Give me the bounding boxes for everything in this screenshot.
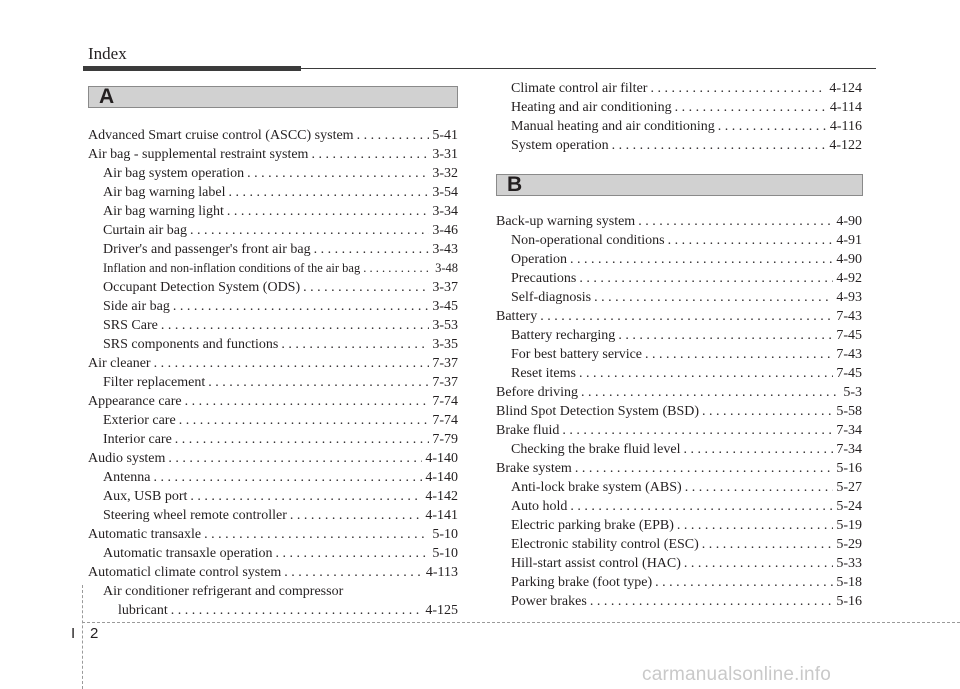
dot-leader	[668, 231, 834, 250]
index-entry-label: Power brakes	[511, 594, 587, 609]
index-entry	[88, 449, 458, 468]
section-a-letter: A	[99, 85, 115, 108]
index-entry-page: 3-54	[432, 185, 458, 200]
dot-leader	[581, 383, 840, 402]
index-entry	[88, 278, 458, 297]
index-entry	[88, 411, 458, 430]
index-entry-label: Air bag warning label	[103, 185, 226, 200]
index-entry-label: lubricant	[118, 603, 168, 618]
dot-leader	[208, 373, 429, 392]
dot-leader	[702, 402, 833, 421]
index-entry-label: Interior care	[103, 432, 172, 447]
index-entry-label: Back-up warning system	[496, 214, 636, 229]
dot-leader	[153, 468, 422, 487]
dot-leader	[618, 326, 833, 345]
index-entry-label: Blind Spot Detection System (BSD)	[496, 404, 699, 419]
index-entry-label: Exterior care	[103, 413, 176, 428]
dot-leader	[175, 430, 430, 449]
index-entry-page: 4-90	[836, 214, 862, 229]
index-entry	[88, 183, 458, 202]
index-entry	[88, 221, 458, 240]
index-entry-page: 5-16	[836, 461, 862, 476]
index-entry-label: Automaticl climate control system	[88, 565, 282, 580]
index-entry	[496, 573, 862, 592]
index-entry-label: Checking the brake fluid level	[511, 442, 681, 457]
index-entry-label: For best battery service	[511, 347, 643, 362]
index-entry-label: Appearance care	[88, 394, 182, 409]
index-entry-page: 3-43	[432, 242, 458, 257]
dot-leader	[590, 592, 834, 611]
index-entry-page: 4-92	[836, 271, 862, 286]
index-entry-page: 7-43	[836, 309, 862, 324]
index-entry-page: 5-41	[432, 128, 458, 143]
dot-leader	[314, 240, 430, 259]
index-entry-label: Manual heating and air conditioning	[511, 119, 715, 134]
dot-leader	[190, 487, 422, 506]
index-entry-page: 5-29	[836, 537, 862, 552]
index-entry-label: Automatic transaxle operation	[103, 546, 273, 561]
index-entry	[496, 459, 862, 478]
index-entry	[496, 592, 862, 611]
index-entry-page: 4-114	[829, 100, 862, 115]
dot-leader	[612, 136, 827, 155]
dot-leader	[579, 269, 833, 288]
dot-leader	[638, 212, 833, 231]
section-b-banner	[496, 174, 863, 196]
index-entry-page: 5-18	[836, 575, 862, 590]
index-entry	[88, 316, 458, 335]
index-entry	[88, 373, 458, 392]
index-entry-label: Driver's and passenger's front air bag	[103, 242, 311, 257]
index-entry-page: 7-45	[836, 328, 862, 343]
index-entry	[496, 402, 862, 421]
dot-leader	[675, 98, 827, 117]
index-entry-label: Heating and air conditioning	[511, 100, 672, 115]
index-entry-page: 4-141	[425, 508, 458, 523]
index-entry-page: 4-140	[425, 470, 458, 485]
index-entry-page: 5-10	[432, 527, 458, 542]
index-entry	[88, 335, 458, 354]
dot-leader	[357, 126, 430, 145]
index-entry-label: Hill-start assist control (HAC)	[511, 556, 681, 571]
index-entry-page: 5-10	[432, 546, 458, 561]
index-entry-label: Auto hold	[511, 499, 568, 514]
index-entry	[496, 383, 862, 402]
index-entry-label: Air bag system operation	[103, 166, 245, 181]
index-entry-page: 3-34	[432, 204, 458, 219]
dot-leader	[684, 440, 834, 459]
index-entry-page: 5-24	[836, 499, 862, 514]
dot-leader	[575, 459, 834, 478]
index-entry	[496, 79, 862, 98]
index-entry	[496, 497, 862, 516]
dot-leader	[650, 79, 826, 98]
index-entry	[496, 535, 862, 554]
index-entry	[88, 487, 458, 506]
index-entry-label: Steering wheel remote controller	[103, 508, 287, 523]
index-entry-label: Automatic transaxle	[88, 527, 202, 542]
index-entry-label: Operation	[511, 252, 567, 267]
index-entry-page: 3-48	[435, 261, 458, 275]
index-entry	[88, 126, 458, 145]
index-entry	[88, 164, 458, 183]
index-entry	[496, 478, 862, 497]
index-entry	[496, 288, 862, 307]
index-entry-page: 7-34	[836, 423, 862, 438]
index-entry-label: Advanced Smart cruise control (ASCC) system	[88, 128, 354, 143]
index-entry-page: 3-32	[432, 166, 458, 181]
index-entry-page: 4-142	[425, 489, 458, 504]
index-entry-page: 4-116	[829, 119, 862, 134]
dot-leader	[227, 202, 429, 221]
index-entry	[496, 421, 862, 440]
right-column-b-entries	[496, 212, 862, 611]
footer-vertical-rule	[82, 585, 83, 689]
index-entry-page: 3-35	[432, 337, 458, 352]
index-entry	[496, 269, 862, 288]
dot-leader	[718, 117, 827, 136]
header-rule-thin	[301, 68, 876, 69]
index-entry	[88, 525, 458, 544]
index-entry	[88, 297, 458, 316]
index-entry-label: Antenna	[103, 470, 151, 485]
dot-leader	[540, 307, 833, 326]
left-column-entries	[88, 126, 458, 620]
index-entry-label: Air bag - supplemental restraint system	[88, 147, 309, 162]
index-entry-page: 3-37	[432, 280, 458, 295]
dot-leader	[290, 506, 422, 525]
footer-section-letter: I	[71, 625, 76, 642]
footer-page-number: 2	[90, 625, 99, 642]
index-entry-label: Curtain air bag	[103, 223, 187, 238]
index-entry-page: 7-45	[836, 366, 862, 381]
index-entry	[88, 145, 458, 164]
index-entry	[88, 430, 458, 449]
index-entry	[88, 506, 458, 525]
dot-leader	[204, 525, 429, 544]
index-entry	[88, 468, 458, 487]
index-entry	[88, 240, 458, 259]
index-entry-page: 7-74	[432, 394, 458, 409]
dot-leader	[645, 345, 833, 364]
index-entry	[496, 326, 862, 345]
index-entry-page: 3-31	[432, 147, 458, 162]
dot-leader	[702, 535, 834, 554]
dot-leader	[171, 601, 423, 620]
index-entry-label: Battery recharging	[511, 328, 616, 343]
index-entry-label: Self-diagnosis	[511, 290, 592, 305]
dot-leader	[303, 278, 429, 297]
dot-leader	[594, 288, 833, 307]
index-entry-page: 5-3	[843, 385, 862, 400]
index-entry-page: 5-58	[836, 404, 862, 419]
index-entry-page: 7-43	[836, 347, 862, 362]
index-entry-page: 4-122	[829, 138, 862, 153]
dot-leader	[161, 316, 429, 335]
index-entry-label: Battery	[496, 309, 538, 324]
index-entry-page: 7-34	[836, 442, 862, 457]
index-entry	[496, 516, 862, 535]
index-entry	[496, 136, 862, 155]
dot-leader	[281, 335, 429, 354]
index-entry	[496, 98, 862, 117]
index-entry-page: 7-79	[432, 432, 458, 447]
index-entry-label: Side air bag	[103, 299, 170, 314]
index-entry-page: 3-45	[432, 299, 458, 314]
index-entry-page: 4-90	[836, 252, 862, 267]
index-entry-page: 4-93	[836, 290, 862, 305]
dot-leader	[363, 259, 432, 278]
dot-leader	[684, 554, 833, 573]
index-entry-label: System operation	[511, 138, 609, 153]
dot-leader	[311, 145, 429, 164]
index-entry-label: Aux, USB port	[103, 489, 188, 504]
index-entry	[88, 354, 458, 373]
index-entry	[496, 231, 862, 250]
dot-leader	[562, 421, 833, 440]
index-entry	[496, 250, 862, 269]
index-entry-page: 5-19	[836, 518, 862, 533]
index-entry	[496, 212, 862, 231]
dot-leader	[655, 573, 833, 592]
dot-leader	[570, 250, 833, 269]
page-title: Index	[88, 44, 127, 63]
index-entry-page: 4-125	[425, 603, 458, 618]
dot-leader	[228, 183, 429, 202]
index-entry-page: 4-113	[425, 565, 458, 580]
dot-leader	[247, 164, 429, 183]
dot-leader	[190, 221, 429, 240]
index-entry-label: Climate control air filter	[511, 81, 648, 96]
right-column-c-continued	[496, 79, 862, 155]
index-entry-label: Inflation and non-inflation conditions of the air bag	[103, 261, 361, 275]
dot-leader	[168, 449, 422, 468]
index-entry-label: Non-operational conditions	[511, 233, 665, 248]
index-entry-label: Reset items	[511, 366, 576, 381]
index-entry-label: Before driving	[496, 385, 579, 400]
index-entry-page: 7-74	[432, 413, 458, 428]
index-entry-page: 7-37	[432, 356, 458, 371]
index-entry-label: SRS Care	[103, 318, 158, 333]
index-entry	[496, 117, 862, 136]
header-rule-thick	[83, 66, 301, 71]
index-entry-page: 4-91	[836, 233, 862, 248]
index-entry	[88, 582, 458, 601]
section-b-letter: B	[507, 173, 523, 196]
index-entry-label: Electronic stability control (ESC)	[511, 537, 699, 552]
index-entry-label: Parking brake (foot type)	[511, 575, 653, 590]
section-a-banner	[88, 86, 458, 108]
index-entry	[496, 554, 862, 573]
index-entry-page: 4-140	[425, 451, 458, 466]
dot-leader	[570, 497, 833, 516]
dot-leader	[276, 544, 430, 563]
dot-leader	[185, 392, 430, 411]
index-entry-label: Filter replacement	[103, 375, 206, 390]
index-entry-label: Occupant Detection System (ODS)	[103, 280, 301, 295]
index-entry-label: Air bag warning light	[103, 204, 224, 219]
index-entry-label: Brake system	[496, 461, 572, 476]
dot-leader	[685, 478, 834, 497]
index-entry-label: Electric parking brake (EPB)	[511, 518, 674, 533]
dot-leader	[173, 297, 429, 316]
index-entry-page: 4-124	[829, 81, 862, 96]
index-entry-label: Air cleaner	[88, 356, 151, 371]
index-entry-page: 3-53	[432, 318, 458, 333]
index-entry	[88, 563, 458, 582]
index-entry	[88, 202, 458, 221]
index-entry	[496, 440, 862, 459]
index-entry-page: 5-27	[836, 480, 862, 495]
index-entry	[88, 392, 458, 411]
index-entry	[496, 345, 862, 364]
index-entry-label: Air conditioner refrigerant and compressor	[103, 584, 344, 599]
index-entry-page: 3-46	[432, 223, 458, 238]
index-entry-label: Audio system	[88, 451, 166, 466]
index-entry-label: SRS components and functions	[103, 337, 279, 352]
dot-leader	[179, 411, 430, 430]
index-entry	[496, 307, 862, 326]
dot-leader	[579, 364, 833, 383]
index-entry	[88, 601, 458, 620]
watermark-text: carmanualsonline.info	[642, 664, 832, 685]
index-entry-label: Anti-lock brake system (ABS)	[511, 480, 682, 495]
dot-leader	[677, 516, 833, 535]
index-entry-page: 7-37	[432, 375, 458, 390]
index-entry-page: 5-16	[836, 594, 862, 609]
index-entry-label: Precautions	[511, 271, 577, 286]
index-entry-page: 5-33	[836, 556, 862, 571]
index-entry	[88, 544, 458, 563]
dot-leader	[284, 563, 423, 582]
dot-leader	[154, 354, 430, 373]
index-entry-label: Brake fluid	[496, 423, 560, 438]
index-entry	[88, 259, 458, 278]
footer-rule	[82, 622, 960, 623]
index-entry	[496, 364, 862, 383]
